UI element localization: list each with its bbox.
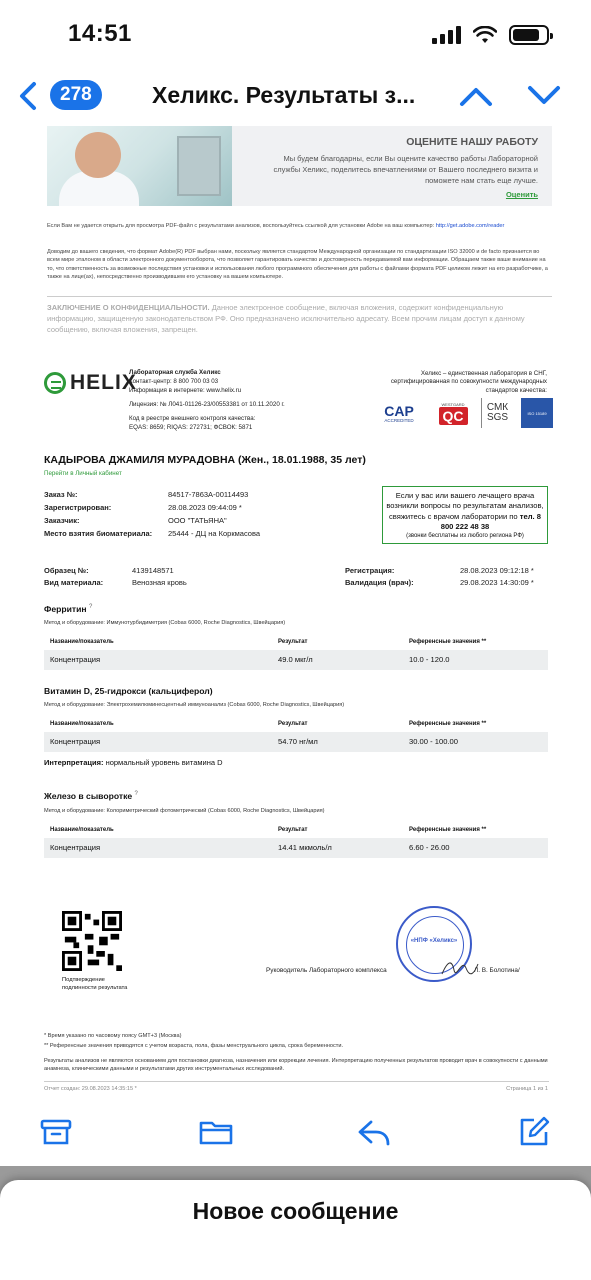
status-time: 14:51 [68,20,132,47]
table-row: Концентрация 49.0 мкг/л 10.0 - 120.0 [44,650,548,670]
sample-label: Образец №: [44,566,89,575]
format-note: Доводим до вашего сведения, что формат Adobe(R) PDF выбран нами, поскольку является стандартом Международной организации по стандартизации ISO 32000 и de facto признается во всем мире эталоном в области электронного документооборота, что позволяет гарантировать качество и достоверность передаваемой вам информации. Обращаем также ваше внимание на то, что ответственность за возможные последствия установки и использования любого программного обеспечения для работы с файлами формата PDF целиком лежит на его разработчике, а также на лице(ах), непосредственно производившем его установку на вашем компьютере. [47,249,548,281]
disclaimer: Результаты анализов не являются основанием для постановки диагноза, назначения или коррекции лечения. Интерпретацию полученных результатов проводит врач в совокупности с данными анамнеза, клиническими данными и результатами других инструментальных исследований. [44,1058,548,1073]
qr-caption: Подтверждение подлинности результата [62,977,128,991]
cellular-signal-icon [432,26,461,44]
smk-sgs-logo: СМК SGS [481,398,513,428]
table-header: Название/показатель Результат Референсные значения ** [50,827,487,833]
certification-text: Хеликс – единственная лаборатория в СНГ, сертифицированная по совокупности международных стандартов качества: [390,370,547,394]
helix-logo-mark-icon [44,372,66,394]
pdf-note [47,222,552,230]
material-label: Вид материала: [44,578,104,587]
patient-name: КАДЫРОВА ДЖАМИЛЯ МУРАДОВНА (Жен., 18.01.1988, 35 лет) [44,454,366,466]
email-body-document[interactable] [0,126,591,1096]
sample-value: 4139148571 [132,566,174,575]
reference-footnote: ** Референсные значения приводятся с учетом возраста, пола, фазы менструального цикла, срока беременности. [44,1043,344,1049]
contact-phone[interactable]: тел. 8 800 222 48 38 [440,511,541,531]
divider [47,296,552,297]
confidentiality-text: Данное электронное сообщение, включая вложения, содержит конфиденциальную информацию, защищенную законодательством РФ. Оно предназначено исключительно адресату. Всем прочим лицам доступ к данному сообщению, включая вложения, запрещен. [47,303,525,334]
new-message-sheet[interactable] [0,1180,591,1280]
test-method: Метод и оборудование: Электрохемилюминесцентный иммуноанализ (Cobas 6000, Roche Diagnostics, Швейцария) [44,702,345,708]
info-icon: ? [88,604,93,611]
banner-title: ОЦЕНИТЕ НАШУ РАБОТУ [406,136,538,148]
divider [44,1081,549,1082]
table-row: Концентрация 14.41 мкмоль/л 6.60 - 26.00 [44,838,548,858]
test-method: Метод и оборудование: Иммунотурбидиметрия (Cobas 6000, Roche Diagnostics, Швейцария) [44,620,286,626]
folder-icon[interactable] [198,1114,234,1150]
test-title-serum-iron: Железо в сыворотке ? [44,791,138,801]
doctor-contact-box [382,486,548,544]
previous-message-chevron-up-icon[interactable] [458,82,494,110]
lab-info [129,369,285,433]
rate-link[interactable]: Оценить [505,190,538,199]
signer-title: Руководитель Лабораторного комплекса [266,967,387,974]
info-icon: ? [134,791,138,798]
interpretation: Интерпретация: нормальный уровень витамина D [44,758,223,767]
wifi-icon [473,26,497,44]
table-header: Название/показатель Результат Референсные значения ** [50,721,487,727]
lab-license: Лицензия: № Л041-01126-23/00553381 от 10.11.2020 г. [129,400,285,408]
material-value: Венозная кровь [132,578,187,587]
status-bar [0,0,591,64]
test-title-vitamin-d: Витамин D, 25-гидрокси (кальциферол) [44,686,213,696]
qr-code-icon[interactable] [62,911,122,971]
contact-box-note: (звонки бесплатны из любого региона РФ) [406,533,524,539]
certifications [373,398,553,428]
back-chevron-icon[interactable] [14,80,44,112]
validation-value: 29.08.2023 14:30:09 * [460,578,534,587]
lab-eqas: EQAS: 8659; RIQAS: 272731; ФСВОК: 5871 [129,423,253,431]
table-row: Концентрация 54.70 нг/мл 30.00 - 100.00 [44,732,548,752]
archive-icon[interactable] [38,1114,74,1150]
sampling-place-value: 25444 - ДЦ на Коркмасова [168,529,261,538]
banner-text: Мы будем благодарны, если Вы оцените качество работы Лабораторной службы Хеликс, поделитесь впечатлениями от Вашего последнего визита и поможете нам стать еще лучше. [273,154,538,185]
lab-contact: Контакт-центр: 8 800 700 03 03 [129,377,219,385]
status-icons [432,25,549,45]
registration-value: 28.08.2023 09:12:18 * [460,566,534,575]
validation-label: Валидация (врач): [345,578,414,587]
message-subject-title: Хеликс. Результаты з... [152,82,416,108]
order-value: 84517-7863A-00114493 [168,490,249,499]
lab-stamp-seal: «НПФ «Хеликс» [396,906,472,982]
order-label: Заказ №: [44,490,78,499]
unread-count-badge[interactable]: 278 [50,80,102,110]
confidentiality-notice [47,303,552,336]
navigation-bar [0,64,591,126]
time-footnote: * Время указано по часовому поясу GMT+3 (Москва) [44,1033,182,1039]
personal-cabinet-link[interactable]: Перейти в Личный кабинет [44,470,122,477]
test-method: Метод и оборудование: Колориметрический фотометрический (Cobas 6000, Roche Diagnostics, Швейцария) [44,808,325,814]
registered-label: Зарегистрирован: [44,503,112,512]
page-number: Страница 1 из 1 [506,1086,548,1092]
registered-value: 28.08.2023 09:44:09 * [168,503,242,512]
report-created: Отчет создан: 29.08.2023 14:35:15 * [44,1086,137,1092]
confidentiality-title: ЗАКЛЮЧЕНИЕ О КОНФИДЕНЦИАЛЬНОСТИ. [47,303,210,312]
lab-photo-image [47,126,232,206]
customer-value: ООО "ТАТЬЯНА" [168,516,227,525]
new-message-title: Новое сообщение [192,1198,399,1224]
lab-title: Лабораторная служба Хеликс [129,369,221,376]
registration-label: Регистрация: [345,566,395,575]
pdf-note-text: Если Вам не удается открыть для просмотра PDF-файл с результатами анализов, воспользуйтесь ссылкой для установки Adobe на ваш компьютер: [47,223,435,229]
adobe-reader-link[interactable]: http://get.adobe.com/reader [435,223,505,229]
signer-name: Л. В. Болотина/ [474,967,520,974]
lab-registry: Код в реестре внешнего контроля качества: [129,414,256,422]
lab-website: Информация в интернете: www.helix.ru [129,386,242,394]
reply-icon[interactable] [356,1114,392,1150]
rating-banner [47,126,552,206]
test-title-ferritin: Ферритин ? [44,604,93,614]
next-message-chevron-down-icon[interactable] [526,82,562,110]
contact-box-text: Если у вас или вашего лечащего врача возникли вопросы по результатам анализов, свяжитесь с врачом лаборатории по [386,491,544,521]
compose-icon[interactable] [516,1114,552,1150]
sampling-place-label: Место взятия биоматериала: [44,529,153,538]
battery-icon [509,25,549,45]
helix-logo-text: HELIX [70,371,137,394]
helix-logo [44,371,137,395]
cap-accredited-logo: CAP ACCREDITED [384,402,414,423]
iso-15189-logo: ISO 15189 [521,398,553,428]
table-header: Название/показатель Результат Референсные значения ** [50,639,487,645]
westgard-qc-logo: WESTGARD QC [435,398,471,428]
customer-label: Заказчик: [44,516,80,525]
